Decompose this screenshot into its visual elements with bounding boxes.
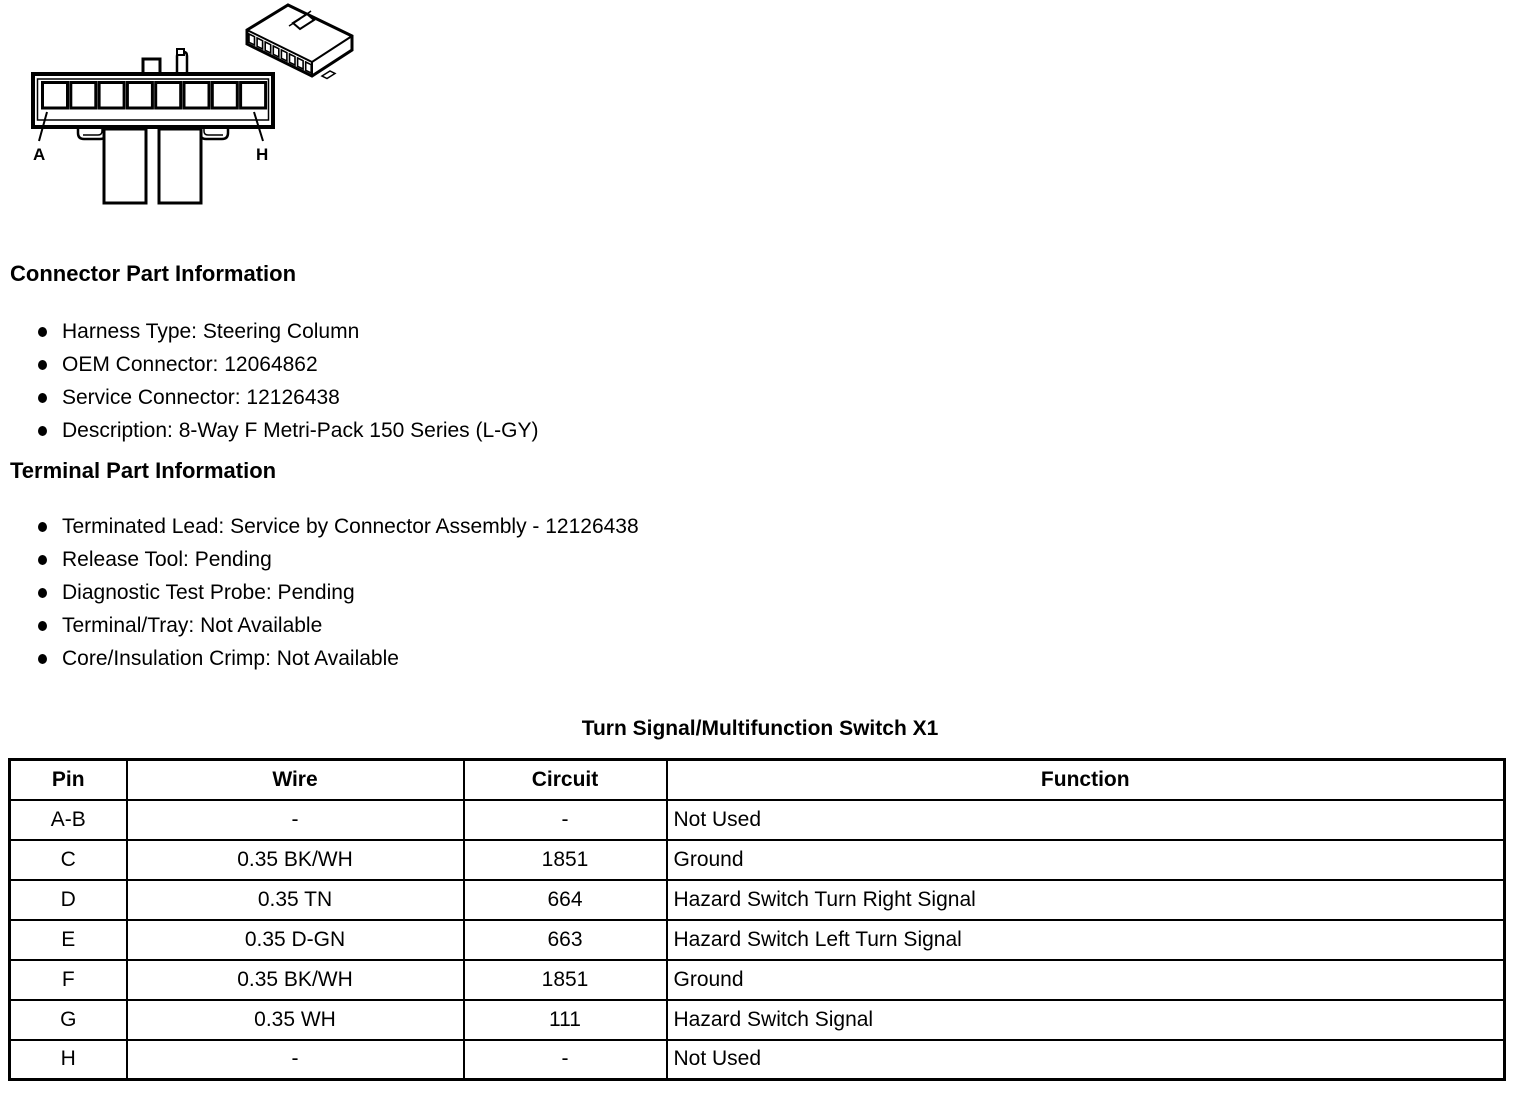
list-item-text: Service Connector: 12126438 — [62, 385, 340, 409]
table-row — [10, 1040, 1505, 1080]
table-row — [10, 840, 1505, 880]
list-item — [30, 315, 539, 348]
pin-cavity — [184, 83, 209, 109]
list-item — [30, 609, 639, 642]
list-item — [30, 642, 639, 675]
circuit-cell: 1851 — [464, 840, 667, 880]
connector-front-view — [33, 49, 273, 203]
pin-table-title: Turn Signal/Multifunction Switch X1 — [581, 717, 939, 740]
list-item-text: Terminated Lead: Service by Connector Assembly - 12126438 — [62, 514, 639, 538]
bullet-icon — [38, 588, 47, 598]
pin-cavity — [212, 83, 237, 109]
column-header-circuit: Circuit — [464, 760, 667, 800]
connector-part-list — [30, 315, 539, 447]
column-header-pin: Pin — [10, 760, 127, 800]
function-cell: Hazard Switch Left Turn Signal — [667, 920, 1505, 960]
connector-leg — [159, 129, 201, 203]
table-row — [10, 800, 1505, 840]
list-item — [30, 543, 639, 576]
pin-h-label: H — [256, 145, 269, 164]
list-item — [30, 576, 639, 609]
pin-cell: C — [10, 840, 127, 880]
table-row — [10, 1000, 1505, 1040]
function-cell: Ground — [667, 960, 1505, 1000]
pin-cell: E — [10, 920, 127, 960]
bullet-icon — [38, 327, 47, 337]
column-header-wire: Wire — [127, 760, 464, 800]
pin-cavity — [241, 83, 266, 109]
circuit-cell: 1851 — [464, 960, 667, 1000]
function-cell: Hazard Switch Turn Right Signal — [667, 880, 1505, 920]
wire-cell: 0.35 WH — [127, 1000, 464, 1040]
function-cell: Hazard Switch Signal — [667, 1000, 1505, 1040]
wire-cell: 0.35 TN — [127, 880, 464, 920]
wire-cell: - — [127, 800, 464, 840]
wire-cell: 0.35 BK/WH — [127, 960, 464, 1000]
circuit-cell: 111 — [464, 1000, 667, 1040]
circuit-cell: - — [464, 800, 667, 840]
terminal-part-heading: Terminal Part Information — [10, 458, 277, 483]
list-item-text: Description: 8-Way F Metri-Pack 150 Series (L-GY) — [62, 418, 539, 442]
function-cell: Not Used — [667, 1040, 1505, 1080]
connector-part-heading: Connector Part Information — [10, 261, 297, 286]
list-item-text: Release Tool: Pending — [62, 547, 272, 571]
list-item-text: OEM Connector: 12064862 — [62, 352, 318, 376]
pin-cavity — [99, 83, 124, 109]
bullet-icon — [38, 621, 47, 631]
list-item — [30, 381, 539, 414]
bullet-icon — [38, 654, 47, 664]
pin-cell: D — [10, 880, 127, 920]
bullet-icon — [38, 555, 47, 565]
table-header-row — [10, 760, 1505, 800]
pin-a-label: A — [33, 145, 46, 164]
connector-iso-view — [247, 5, 352, 79]
wire-cell: - — [127, 1040, 464, 1080]
iso-foot — [322, 71, 335, 79]
circuit-cell: 663 — [464, 920, 667, 960]
pin-cavity — [71, 83, 96, 109]
pin-cavity — [156, 83, 181, 109]
connector-leg — [104, 129, 146, 203]
list-item-text: Terminal/Tray: Not Available — [62, 613, 323, 637]
list-item — [30, 348, 539, 381]
terminal-part-list — [30, 510, 639, 675]
function-cell: Ground — [667, 840, 1505, 880]
pinout-table — [8, 758, 1506, 1081]
pin-cell: G — [10, 1000, 127, 1040]
bullet-icon — [38, 360, 47, 370]
list-item — [30, 510, 639, 543]
column-header-function: Function — [667, 760, 1505, 800]
pin-cell: F — [10, 960, 127, 1000]
pin-cavity — [127, 83, 152, 109]
bullet-icon — [38, 426, 47, 436]
list-item-text: Harness Type: Steering Column — [62, 319, 360, 343]
pin-cell: A-B — [10, 800, 127, 840]
list-item-text: Diagnostic Test Probe: Pending — [62, 580, 355, 604]
table-row — [10, 960, 1505, 1000]
table-row — [10, 880, 1505, 920]
bullet-icon — [38, 393, 47, 403]
table-row — [10, 920, 1505, 960]
pin-cell: H — [10, 1040, 127, 1080]
circuit-cell: - — [464, 1040, 667, 1080]
wire-cell: 0.35 BK/WH — [127, 840, 464, 880]
list-item — [30, 414, 539, 447]
circuit-cell: 664 — [464, 880, 667, 920]
connector-diagram — [0, 0, 380, 215]
wire-cell: 0.35 D-GN — [127, 920, 464, 960]
pin-cavity — [43, 83, 68, 109]
bullet-icon — [38, 522, 47, 532]
list-item-text: Core/Insulation Crimp: Not Available — [62, 646, 399, 670]
function-cell: Not Used — [667, 800, 1505, 840]
